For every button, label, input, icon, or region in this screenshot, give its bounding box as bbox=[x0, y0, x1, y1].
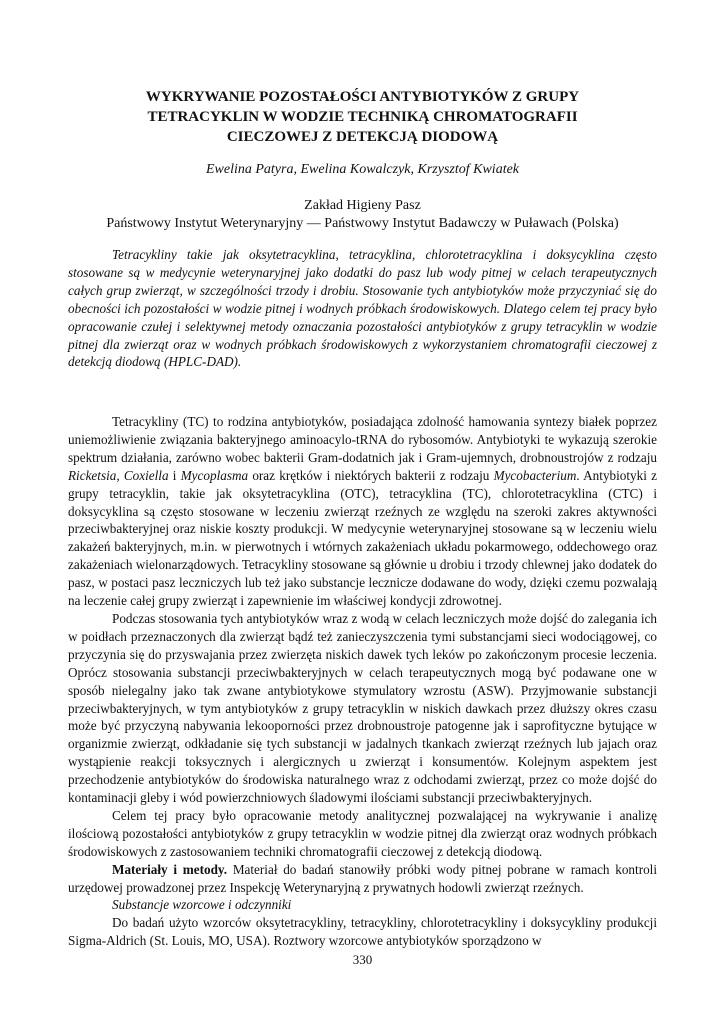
affiliation bbox=[40, 197, 685, 233]
affiliation-department: Zakład Higieny Pasz bbox=[304, 198, 421, 213]
text-run: Materiał do badań stanowiły próbki wody pitnej pobrane w ramach kontroli urzędowej prowadzonej przez Inspekcję Weterynaryjną z prywatnych hodowli zwierząt rzeźnych. bbox=[68, 861, 658, 895]
genus-names: Ricketsia, Coxiella bbox=[68, 467, 169, 483]
text-run: i bbox=[168, 467, 181, 483]
paragraph-introduction bbox=[68, 413, 657, 610]
paragraph-standards: Do badań użyto wzorców oksytetracykliny, tetracykliny, chlorotetracykliny i doksycykliny produkcji Sigma-Aldrich (St. Louis, MO, USA). Roztwory wzorcowe antybiotyków sporządzono w bbox=[68, 915, 657, 949]
affiliation-institute: Państwowy Instytut Weterynaryjny — Państwowy Instytut Badawczy w Puławach (Polska) bbox=[106, 216, 619, 231]
body-text bbox=[68, 413, 657, 950]
author-list: Ewelina Patyra, Ewelina Kowalczyk, Krzysztof Kwiatek bbox=[205, 162, 520, 177]
paper-title: WYKRYWANIE POZOSTAŁOŚCI ANTYBIOTYKÓW Z GRUPY TETRACYKLIN W WODZIE TECHNIKĄ CHROMATOGRAFII CIECZOWEJ Z DETEKCJĄ DIODOWĄ bbox=[145, 89, 580, 145]
genus-name-mycobacterium: Mycobacterium bbox=[493, 467, 577, 483]
text-run: Tetracykliny (TC) to rodzina antybiotyków, posiadająca zdolność hamowania syntezy białek poprzez uniemożliwienie związania bakteryjnego aminoacylo-tRNA do rybosomów. Antybiotyki te wykazują szerokie spektrum działania, zarówno wobec bakterii Gram-dodatnich jak i Gram-ujemnych, drobnoustrojów z rodzaju bbox=[68, 414, 657, 465]
paragraph-materials bbox=[68, 861, 657, 897]
page-number: 330 bbox=[352, 952, 373, 967]
genus-name-mycoplasma: Mycoplasma bbox=[180, 467, 249, 483]
subheading-standards: Substancje wzorcowe i odczynniki bbox=[112, 897, 292, 913]
text-run: oraz krętków i niektórych bakterii z rodzaju bbox=[248, 467, 494, 483]
paragraph-aim: Celem tej pracy było opracowanie metody analitycznej pozwalającej na wykrywanie i analizę ilościową pozostałości antybiotyków z grupy tetracyklin w wodzie pitnej dla zwierząt oraz wodnych próbkach środowiskowych z zastosowaniem techniki chromatografii cieczowej z detekcją diodową. bbox=[68, 807, 657, 859]
paragraph-residues: Podczas stosowania tych antybiotyków wraz z wodą w celach leczniczych może dojść do zalegania ich w poidłach przeznaczonych dla zwierząt bądź też zanieczyszczenia tymi substancjami sieci wodociągowej, co przyczynia się do przyswajania przez zwierzęta niskich dawek tych leków po zakończonym procesie leczenia. Oprócz stosowania substancji przeciwbakteryjnych w celach terapeutycznych mogą być podawane one w sposób nielegalny jako tak zwane antybiotykowe stymulatory wzrostu (ASW). Przyjmowanie substancji przeciwbakteryjnych, w tym antybiotyków z grupy tetracyklin w niskich dawkach przez dłuższy okres czasu może być przyczyną nabywania lekooporności przez drobnoustroje patogenne jak i saprofityczne bytujące w organizmie zwierząt, odkładanie się tych substancji w jadalnych tkankach zwierząt rzeźnych lub jajach oraz wystąpienie reakcji toksycznych i alergicznych u zwierząt i konsumentów. Kolejnym aspektem jest przechodzenie antybiotyków do środowiska naturalnego wraz z odchodami zwierząt, przez co może dojść do kontaminacji gleby i wód powierzchniowych śladowymi ilościami substancji przeciwbakteryjnych. bbox=[68, 610, 657, 806]
section-heading-materials: Materiały i metody. bbox=[112, 861, 228, 877]
text-run: . Antybiotyki z grupy tetracyklin, takie jak oksytetracyklina (OTC), tetracyklina (TC), chlorotetracyklina (CTC) i doksycyklina są często stosowane w leczeniu zwierząt rzeźnych ze względu na szeroki zakres aktywności przeciwbakteryjnej oraz niskie koszty produkcji. W medycynie weterynaryjnej stosowane są w leczeniu wielu zakażeń bakteryjnych, m.in. w pierwotnych i wtórnych zakażeniach układu pokarmowego, oddechowego oraz zakażeniach wielonarządowych. Tetracykliny stosowane są głównie u drobiu i trzody chlewnej jako dodatek do pasz, w postaci pasz leczniczych lub też jako substancje lecznicze dodawane do wody, dzięki czemu pozwalają na leczenie całej grupy zwierząt i zapewnienie im właściwej kondycji zdrowotnej. bbox=[68, 467, 657, 609]
abstract: Tetracykliny takie jak oksytetracyklina, tetracyklina, chlorotetracyklina i doksycyklina często stosowane są w medycynie weterynaryjnej jako dodatki do pasz lub wody pitnej w celach terapeutycznych całych grup zwierząt, w szczególności trzody i drobiu. Stosowanie tych antybiotyków może przyczyniać się do obecności ich pozostałości w wodzie pitnej i wodnych próbkach środowiskowych. Dlatego celem tej pracy było opracowanie czułej i selektywnej metody oznaczania pozostałości antybiotyków z grupy tetracyklin w wodzie pitnej dla zwierząt oraz w wodnych próbkach środowiskowych z wykorzystaniem chromatografii cieczowej z detekcją diodową (HPLC-DAD). bbox=[68, 247, 657, 370]
